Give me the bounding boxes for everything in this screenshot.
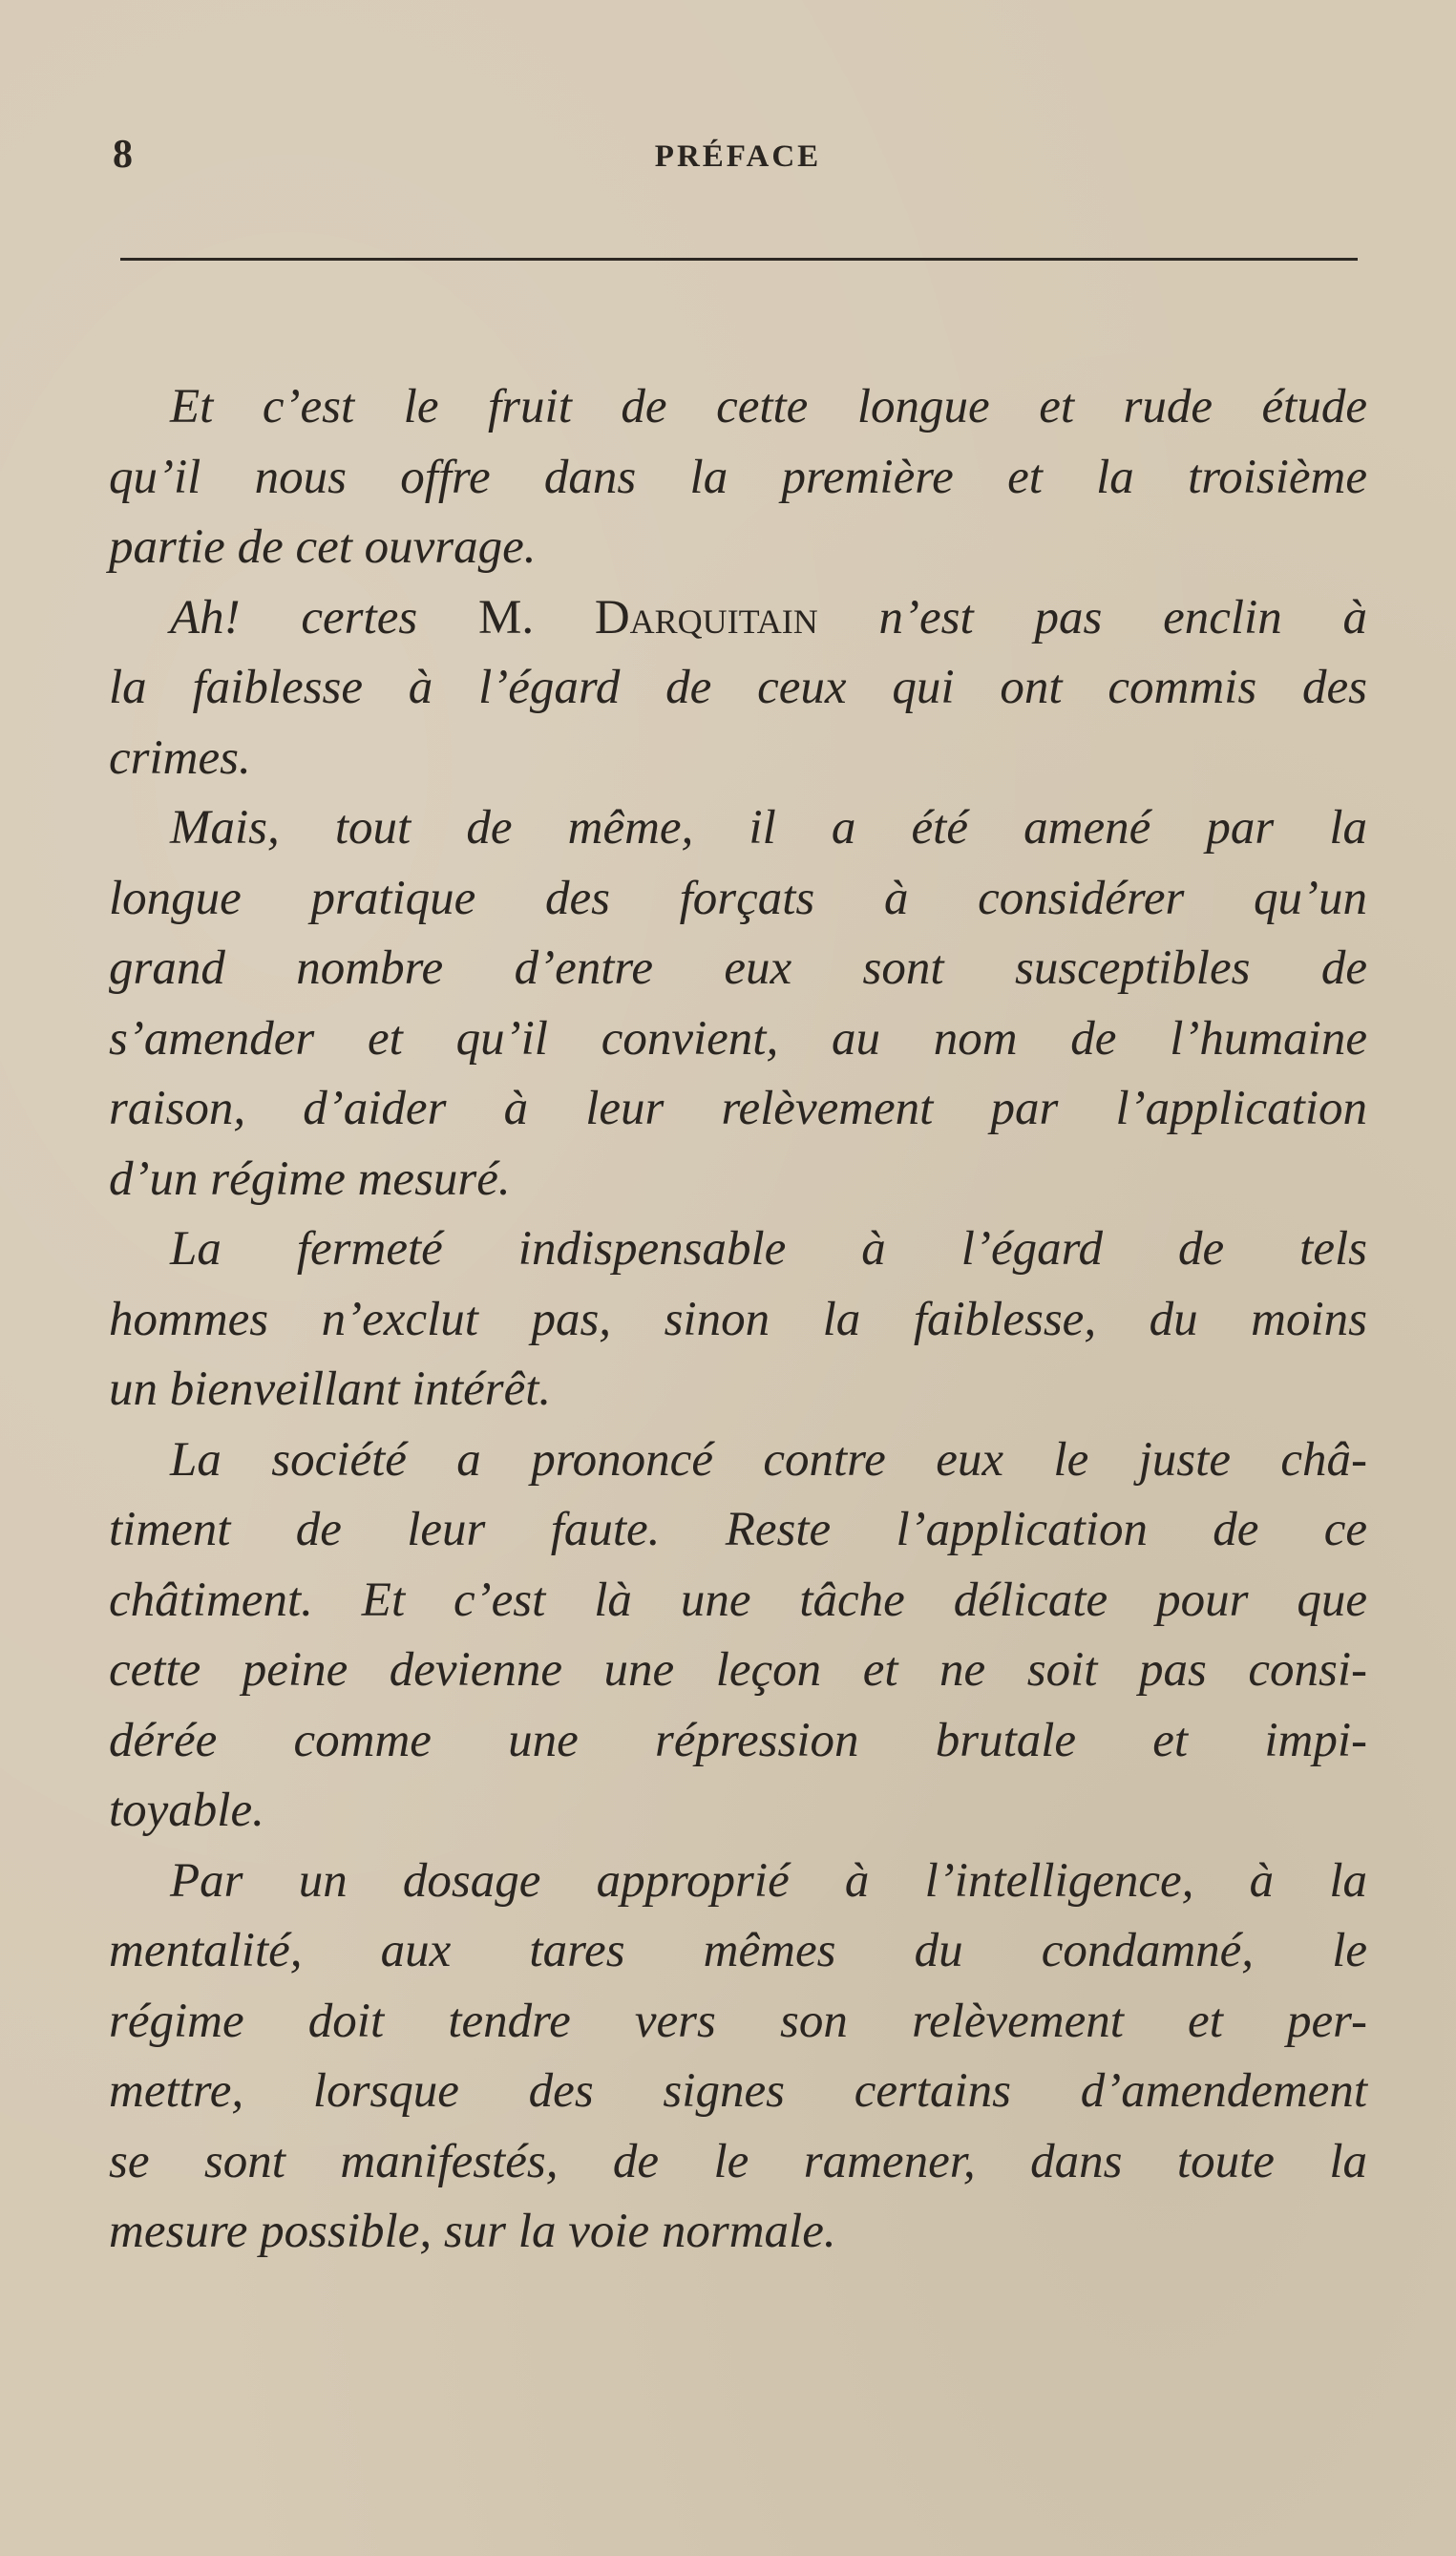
text-line: mentalité, aux tares mêmes du condamné, le [109, 1924, 1367, 1977]
text-fragment: n’est pas enclin à [817, 590, 1367, 644]
text-line: mesure possible, sur la voie normale. [109, 2205, 836, 2258]
body-text [109, 372, 1367, 2268]
text-line: cette peine devienne une leçon et ne soit pas consi- [109, 1643, 1367, 1697]
text-line: mettre, lorsque des signes certains d’amendement [109, 2064, 1367, 2118]
text-line: se sont manifestés, de le ramener, dans toute la [109, 2134, 1367, 2188]
page-header [113, 132, 1363, 189]
text-line: s’amender et qu’il convient, au nom de l’humaine [109, 1011, 1367, 1066]
text-line: dérée comme une répression brutale et impi- [109, 1713, 1367, 1767]
text-line: Par un dosage approprié à l’intelligence, à la [170, 1853, 1367, 1908]
header-rule [120, 258, 1358, 261]
text-line: longue pratique des forçats à considérer qu’un [109, 871, 1367, 925]
running-title: PRÉFACE [654, 139, 822, 174]
author-name: Darquitain [594, 590, 818, 644]
text-line: Et c’est le fruit de cette longue et rude étude [170, 380, 1367, 433]
text-fragment: M. [477, 590, 595, 644]
text-line [109, 583, 1367, 654]
text-line: d’un régime mesuré. [109, 1151, 511, 1206]
text-line: La société a prononcé contre eux le juste châ- [170, 1432, 1367, 1487]
text-line: grand nombre d’entre eux sont susceptibles de [109, 941, 1367, 995]
text-fragment: Ah! certes [170, 590, 478, 644]
text-line: raison, d’aider à leur relèvement par l’application [109, 1082, 1367, 1135]
text-line: partie de cet ouvrage. [109, 520, 537, 574]
page-number: 8 [113, 133, 134, 177]
text-line: châtiment. Et c’est là une tâche délicate pour que [109, 1573, 1367, 1627]
text-line: la faiblesse à l’égard de ceux qui ont commis des [109, 661, 1367, 714]
text-line: un bienveillant intérêt. [109, 1362, 552, 1416]
text-line: crimes. [109, 730, 251, 785]
text-line: toyable. [109, 1784, 264, 1837]
text-line: régime doit tendre vers son relèvement et per- [109, 1994, 1367, 2048]
text-line: timent de leur faute. Reste l’application de ce [109, 1503, 1367, 1556]
text-line: hommes n’exclut pas, sinon la faiblesse, du moins [109, 1292, 1367, 1346]
text-line: qu’il nous offre dans la première et la troisième [109, 450, 1367, 504]
text-line: La fermeté indispensable à l’égard de tels [170, 1222, 1367, 1276]
text-line: Mais, tout de même, il a été amené par la [170, 801, 1367, 855]
